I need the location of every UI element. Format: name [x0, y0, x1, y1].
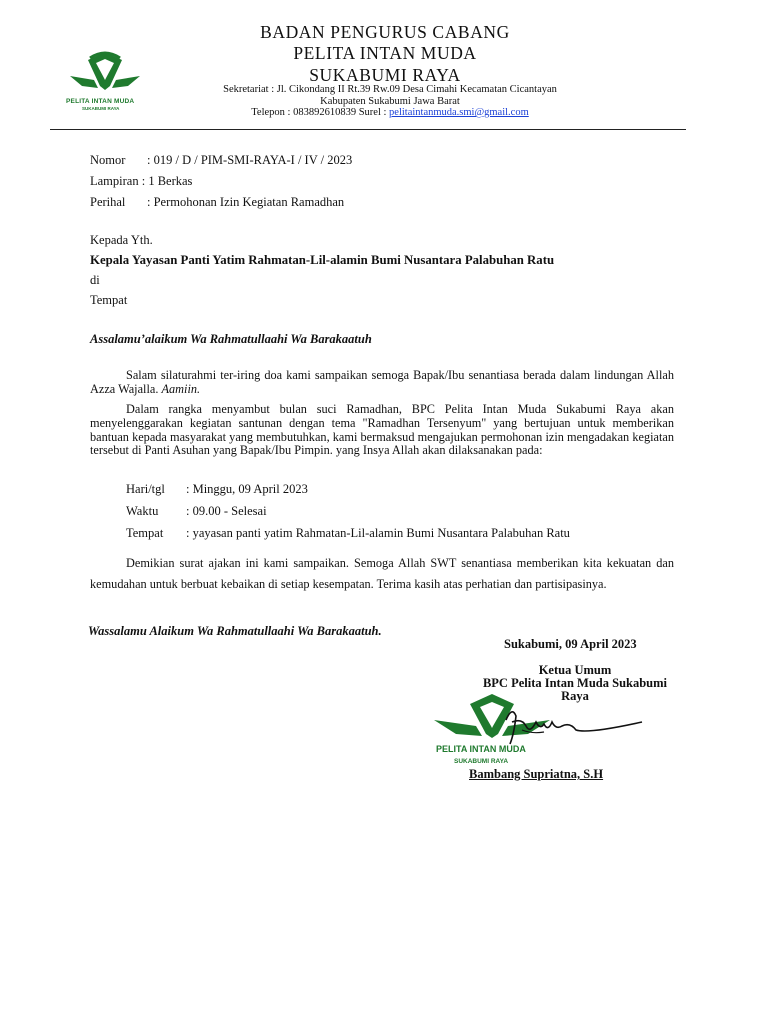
- org-name-line-2: PELITA INTAN MUDA: [293, 43, 477, 63]
- perihal-row: [90, 195, 344, 210]
- signer-position-1: Ketua Umum: [538, 663, 612, 677]
- handwritten-signature: [492, 700, 652, 750]
- paragraph-1-text: Salam silaturahmi ter-iring doa kami sampaikan semoga Bapak/Ibu senantiasa berada dalam lindungan Allah Azza Wajalla.: [90, 368, 674, 396]
- signer-position-2: BPC Pelita Intan Muda Sukabumi: [482, 676, 668, 690]
- detail-place-value: : yayasan panti yatim Rahmatan-Lil-alamin Bumi Nusantara Palabuhan Ratu: [186, 526, 570, 540]
- recipient-salutation: Kepada Yth.: [90, 233, 153, 247]
- logo-caption-main: PELITA INTAN MUDA: [66, 98, 135, 105]
- opening-greeting: Assalamu’alaikum Wa Rahmatullaahi Wa Barakaatuh: [90, 332, 372, 346]
- closing-greeting: Wassalamu Alaikum Wa Rahmatullaahi Wa Barakaatuh.: [88, 624, 382, 638]
- paragraph-3: Demikian surat ajakan ini kami sampaikan. Semoga Allah SWT senantiasa memberikan kita kekuatan dan kemudahan untuk berbuat kebaikan di setiap kesempatan. Terima kasih atas perhatian dan partisipasinya.: [90, 556, 674, 591]
- svg-text:SUKABUMI RAYA: SUKABUMI RAYA: [454, 758, 509, 765]
- detail-time-label: Waktu: [126, 504, 159, 518]
- detail-time-row: [126, 504, 267, 519]
- nomor-value: : 019 / D / PIM-SMI-RAYA-I / IV / 2023: [147, 153, 353, 167]
- paragraph-2: Dalam rangka menyambut bulan suci Ramadhan, BPC Pelita Intan Muda Sukabumi Raya akan menyelenggarakan kegiatan santunan dengan tema "Ramadhan Tersenyum" yang bertujuan untuk memberikan bantuan kepada masyarakat yang membutuhkan, kami bermaksud mengajukan permohonan izin mengadakan kegiatan tersebut di Panti Asuhan yang Bapak/Ibu Pimpin. yang Insya Allah akan dilaksanakan pada:: [90, 402, 674, 458]
- detail-date-row: [126, 482, 308, 497]
- logo-caption-sub: SUKABUMI RAYA: [82, 106, 120, 111]
- svg-text:PELITA INTAN MUDA: PELITA INTAN MUDA: [436, 744, 526, 754]
- email-link[interactable]: pelitaintanmuda.smi@gmail.com: [389, 107, 529, 118]
- recipient-place: Tempat: [90, 293, 128, 307]
- perihal-value: : Permohonan Izin Kegiatan Ramadhan: [147, 195, 345, 209]
- letterhead-divider: [50, 129, 686, 130]
- recipient-name: Kepala Yayasan Panti Yatim Rahmatan-Lil-alamin Bumi Nusantara Palabuhan Ratu: [90, 253, 555, 267]
- signer-position-3: Raya: [561, 689, 589, 703]
- lampiran-row: Lampiran : 1 Berkas: [90, 174, 193, 188]
- detail-time-value: : 09.00 - Selesai: [186, 504, 267, 518]
- paragraph-1-amin: Aamiin.: [161, 381, 201, 396]
- recipient-di: di: [90, 273, 100, 287]
- contact-line: [160, 107, 620, 119]
- detail-date-value: : Minggu, 09 April 2023: [186, 482, 308, 496]
- nomor-label: Nomor: [90, 153, 126, 167]
- detail-date-label: Hari/tgl: [126, 482, 165, 496]
- org-name-line-1: BADAN PENGURUS CABANG: [260, 22, 510, 42]
- detail-place-label: Tempat: [126, 526, 164, 540]
- nomor-row: [90, 153, 352, 168]
- signer-name: Bambang Supriatna, S.H: [469, 767, 604, 781]
- address-line-1: Sekretariat : Jl. Cikondang II Rt.39 Rw.09 Desa Cimahi Kecamatan Cicantayan: [223, 84, 557, 95]
- perihal-label: Perihal: [90, 195, 126, 209]
- address-line-2: Kabupaten Sukabumi Jawa Barat: [320, 96, 460, 107]
- org-name-line-3: SUKABUMI RAYA: [309, 65, 461, 85]
- contact-prefix: Telepon : 083892610839 Surel :: [251, 107, 390, 118]
- detail-place-row: [126, 526, 570, 541]
- place-date: Sukabumi, 09 April 2023: [504, 637, 637, 651]
- paragraph-1: [90, 369, 674, 397]
